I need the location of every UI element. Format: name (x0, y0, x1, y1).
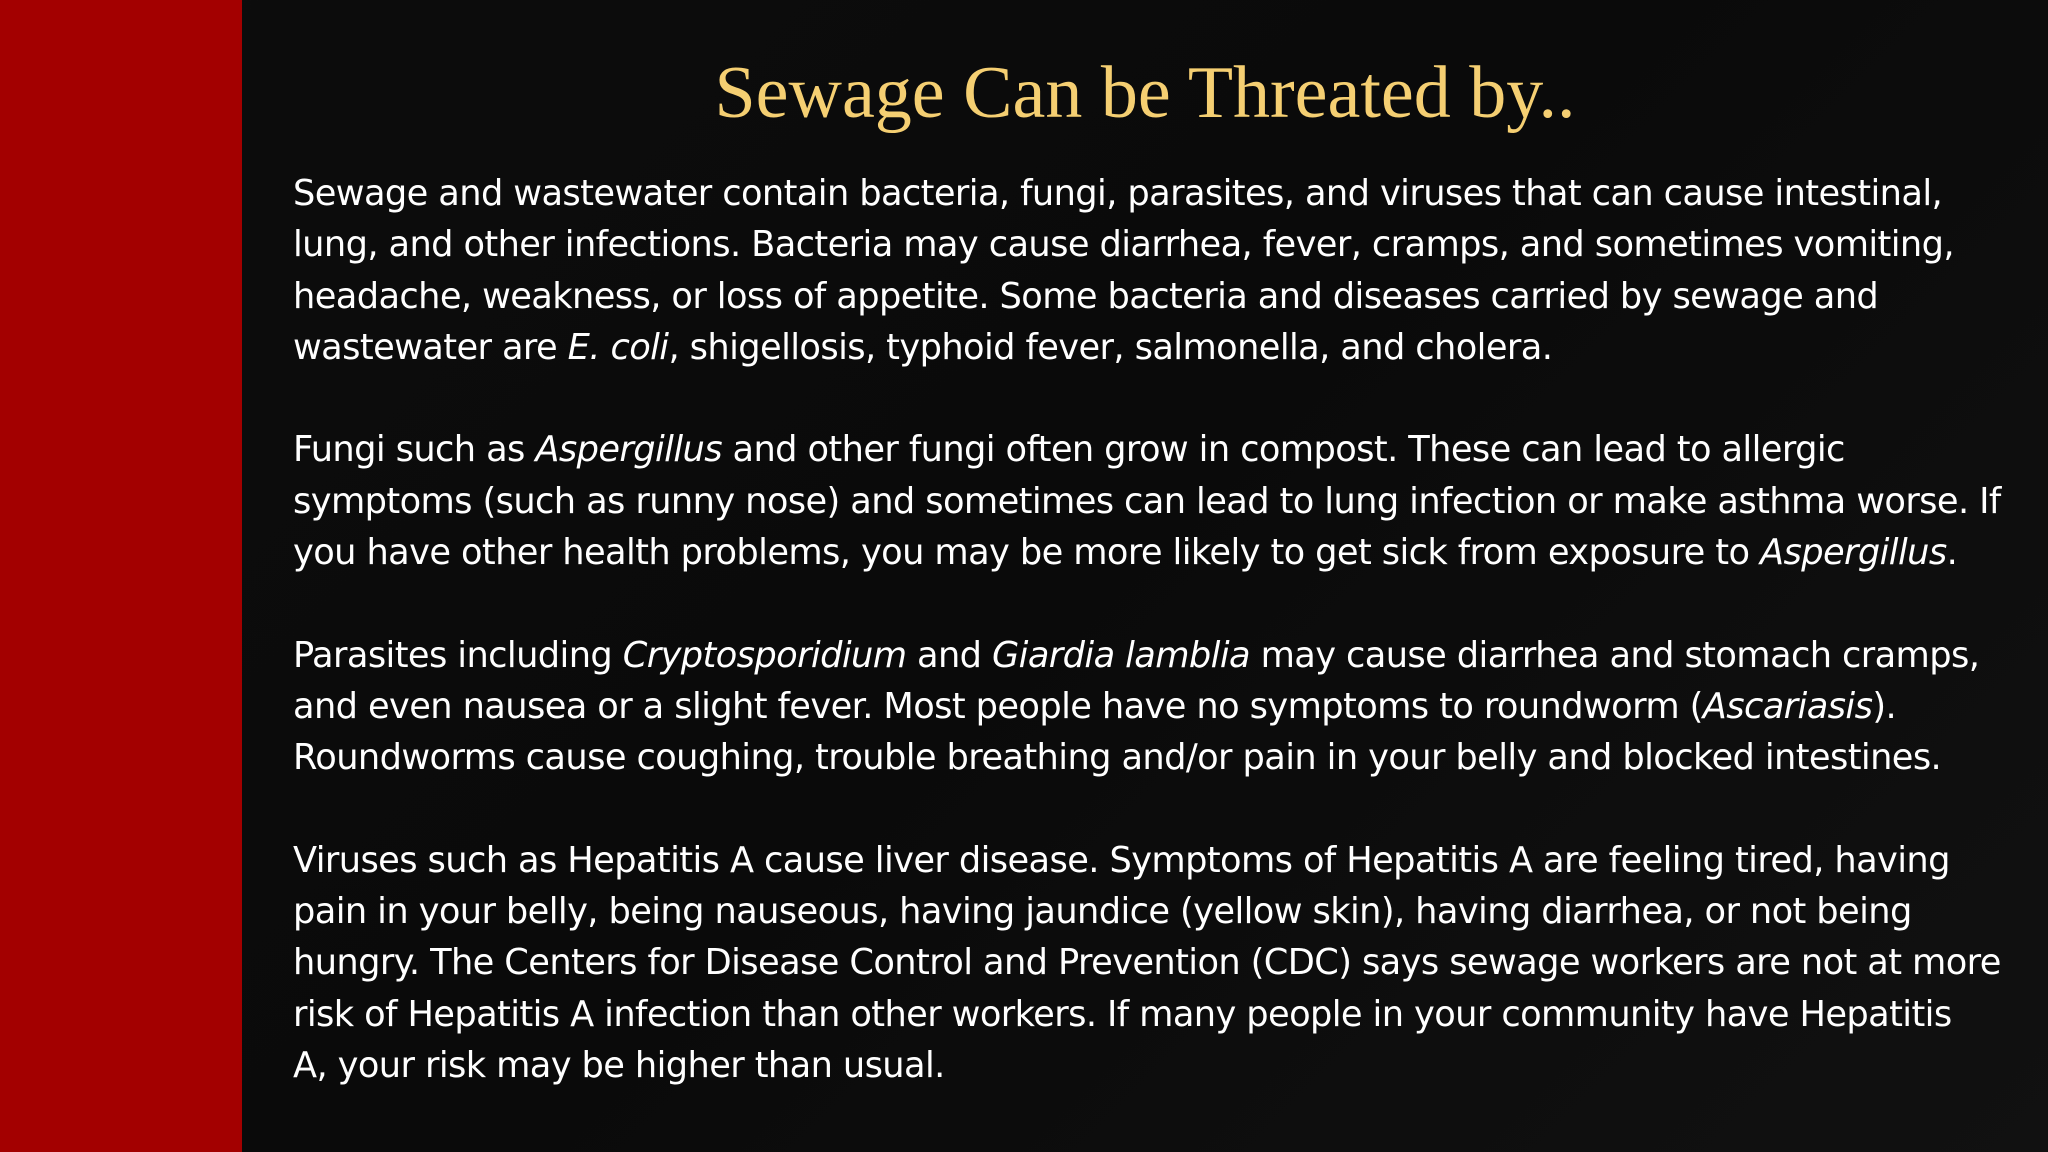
text-line: and even nausea or a slight fever. Most people have no symptoms to roundworm (Ascariasis). (293, 685, 1897, 727)
italic-term: Giardia lamblia (991, 634, 1250, 676)
text-line: Viruses such as Hepatitis A cause liver disease. Symptoms of Hepatitis A are feeling tired, having (293, 839, 1950, 881)
text-line: A, your risk may be higher than usual. (293, 1045, 945, 1087)
italic-term: Aspergillus (535, 429, 722, 471)
italic-term: Ascariasis (1702, 685, 1873, 727)
italic-term: E. coli (567, 326, 669, 368)
paragraph-bacteria (293, 168, 2013, 373)
text-line: risk of Hepatitis A infection than other workers. If many people in your community have Hepatitis (293, 993, 1952, 1035)
text-line: headache, weakness, or loss of appetite. Some bacteria and diseases carried by sewage and (293, 275, 1879, 317)
paragraph-viruses (293, 835, 2013, 1091)
italic-term: Cryptosporidium (622, 634, 907, 676)
red-side-bar (0, 0, 242, 1152)
text-line: pain in your belly, being nauseous, having jaundice (yellow skin), having diarrhea, or not being (293, 891, 1912, 933)
slide-body (293, 168, 2013, 1091)
text-line: Parasites including Cryptosporidium and Giardia lamblia may cause diarrhea and stomach cramps, (293, 634, 1980, 676)
text-line: symptoms (such as runny nose) and sometimes can lead to lung infection or make asthma worse. If (293, 480, 2001, 522)
text-line: hungry. The Centers for Disease Control and Prevention (CDC) says sewage workers are not at more (293, 942, 2001, 984)
italic-term: Aspergillus (1760, 532, 1947, 574)
text-line: Fungi such as Aspergillus and other fungi often grow in compost. These can lead to allergic (293, 429, 1845, 471)
paragraph-parasites (293, 630, 2013, 784)
paragraph-fungi (293, 424, 2013, 578)
slide-title: Sewage Can be Threated by.. (714, 52, 1576, 134)
text-line: Roundworms cause coughing, trouble breathing and/or pain in your belly and blocked intestines. (293, 737, 1942, 779)
text-line: wastewater are E. coli, shigellosis, typhoid fever, salmonella, and cholera. (293, 326, 1553, 368)
text-line: you have other health problems, you may be more likely to get sick from exposure to Aspergillus. (293, 532, 1958, 574)
text-line: Sewage and wastewater contain bacteria, fungi, parasites, and viruses that can cause intestinal, (293, 173, 1943, 214)
text-line: lung, and other infections. Bacteria may cause diarrhea, fever, cramps, and sometimes vomiting, (293, 224, 1954, 266)
